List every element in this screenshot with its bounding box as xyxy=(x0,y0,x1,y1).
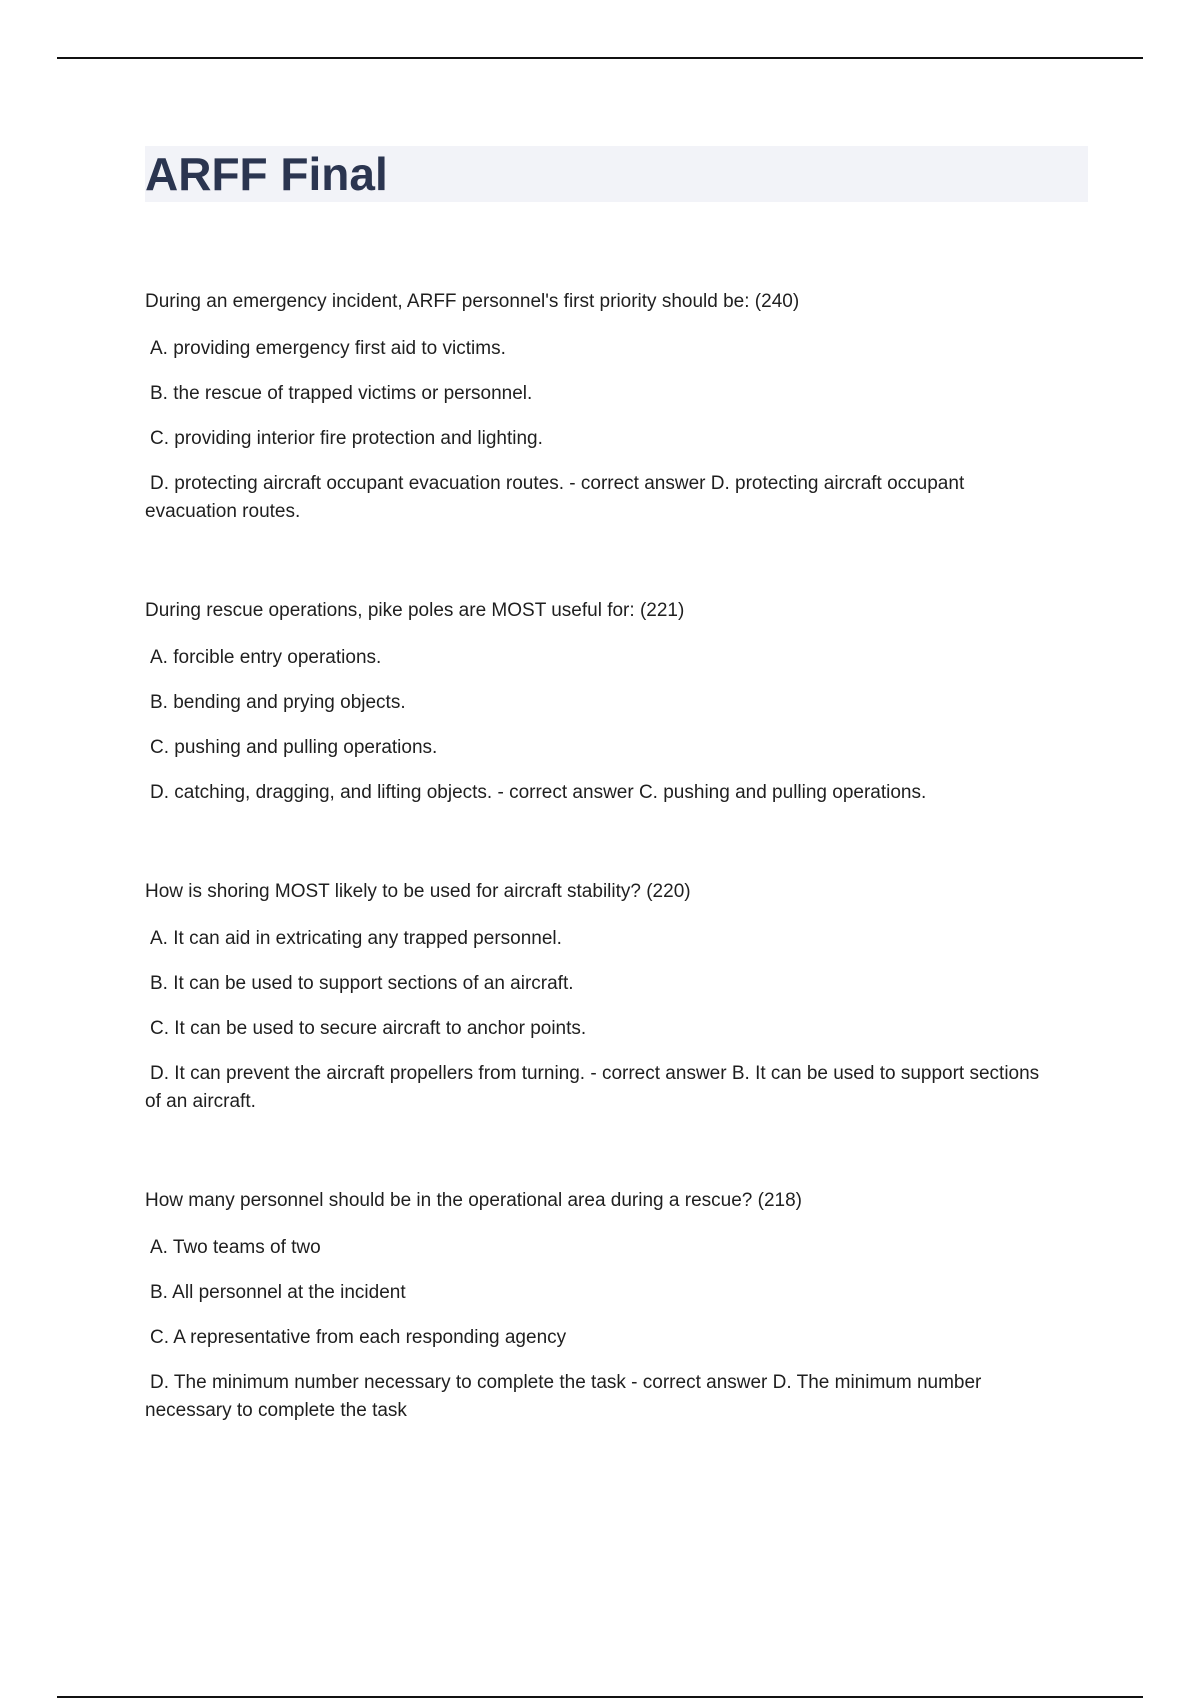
bottom-divider xyxy=(57,1696,1143,1698)
question-3 xyxy=(145,878,1045,1116)
option-d-with-answer: D. It can prevent the aircraft propellers from turning. - correct answer B. It can be used to support sections of an aircraft. xyxy=(145,1063,1040,1112)
option-a: A. providing emergency first aid to victims. xyxy=(150,338,506,359)
option-d-with-answer: D. protecting aircraft occupant evacuation routes. - correct answer D. protecting aircraft occupant evacuation routes. xyxy=(145,473,965,522)
question-2 xyxy=(145,597,1045,807)
question-4 xyxy=(145,1187,1045,1425)
top-divider xyxy=(57,57,1143,59)
option-d-with-answer: D. catching, dragging, and lifting objects. - correct answer C. pushing and pulling operations. xyxy=(150,782,927,803)
option-c: C. pushing and pulling operations. xyxy=(150,737,438,758)
option-b: B. bending and prying objects. xyxy=(150,692,406,713)
option-d-with-answer: D. The minimum number necessary to complete the task - correct answer D. The minimum number necessary to complete the task xyxy=(145,1372,982,1421)
option-c: C. A representative from each responding agency xyxy=(150,1327,567,1348)
question-text: How is shoring MOST likely to be used for aircraft stability? (220) xyxy=(145,881,691,902)
option-c: C. providing interior fire protection and lighting. xyxy=(150,428,543,449)
option-b: B. the rescue of trapped victims or personnel. xyxy=(150,383,533,404)
document-title: ARFF Final xyxy=(145,148,388,200)
question-text: During an emergency incident, ARFF personnel's first priority should be: (240) xyxy=(145,291,800,312)
option-a: A. Two teams of two xyxy=(150,1237,321,1258)
question-text: During rescue operations, pike poles are MOST useful for: (221) xyxy=(145,600,685,621)
question-1 xyxy=(145,288,1045,526)
option-c: C. It can be used to secure aircraft to anchor points. xyxy=(150,1018,587,1039)
option-a: A. It can aid in extricating any trapped personnel. xyxy=(150,928,562,949)
option-b: B. It can be used to support sections of an aircraft. xyxy=(150,973,574,994)
option-a: A. forcible entry operations. xyxy=(150,647,382,668)
question-list xyxy=(145,288,1045,1496)
question-text: How many personnel should be in the operational area during a rescue? (218) xyxy=(145,1190,802,1211)
option-b: B. All personnel at the incident xyxy=(150,1282,406,1303)
